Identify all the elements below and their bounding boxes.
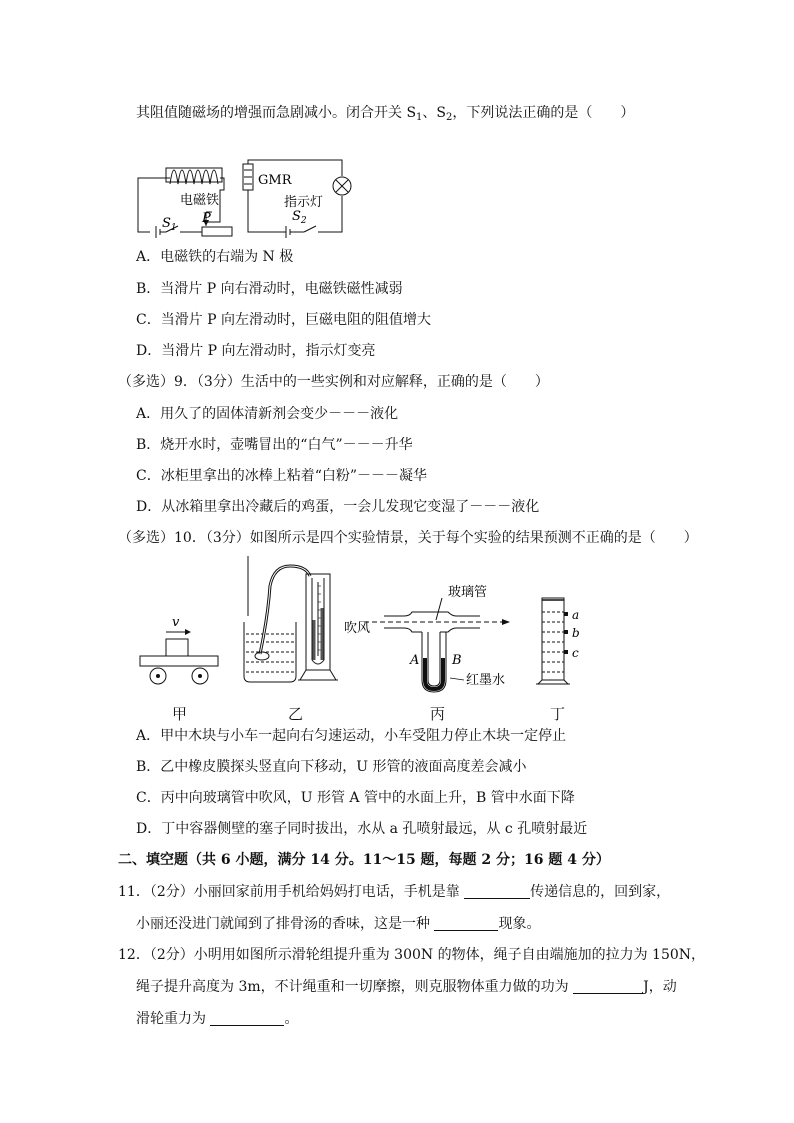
section-heading-fill-in: 二、填空题（共 6 小题，满分 14 分。11～15 题，每题 2 分；16 题 4 分） [118,852,610,868]
q8-option-d: D．当滑片 P 向左滑动时，指示灯变亮 [136,343,376,359]
hole-a-label: a [572,608,580,622]
q8-circuit-diagram [136,156,356,236]
hole-b [564,630,568,634]
u-tube-liquid-left [313,620,316,660]
figure-ding-label: 丁 [550,705,566,723]
q9-stem: （多选）9．（3分）生活中的一些实例和对应解释，正确的是（ ） [118,374,549,390]
rheostat [202,227,232,236]
switch-s2 [304,226,316,232]
cart-body [140,656,218,666]
q11-line2: 小丽还没进门就闻到了排骨汤的香味，这是一种 现象。 [136,916,541,932]
slider-p-label: P [202,211,211,226]
u-tube-liquid-right [321,608,324,660]
red-ink-label: 红墨水 [466,673,506,688]
q10-option-b: B．乙中橡皮膜探头竖直向下移动，U 形管的液面高度差会减小 [136,759,527,775]
s1-sub: 1 [170,223,177,233]
q9-option-d: D．从冰箱里拿出冷藏后的鸡蛋，一会儿发现它变湿了－－－液化 [136,499,540,515]
svg-text:S2 [292,209,307,226]
figure-ding [532,594,592,689]
gmr-label: GMR [258,173,292,188]
tube-a-label: A [410,653,420,668]
electromagnet-coil [170,170,218,184]
indicator-lamp-label: 指示灯 [284,195,324,210]
s2-sub: 2 [300,216,307,226]
electromagnet-label: 电磁铁 [180,193,220,208]
q9-option-c: C．冰柜里拿出的冰棒上粘着“白粉”－－－凝华 [136,468,428,484]
q10-option-c: C．丙中向玻璃管中吹风，U 形管 A 管中的水面上升，B 管中水面下降 [136,790,575,806]
hole-c [564,650,568,654]
q11-line1: 11．（2分）小丽回家前用手机给妈妈打电话，手机是靠 传递信息的，回到家， [118,884,671,900]
s2-label: S [292,209,301,224]
figure-jia [136,612,226,687]
tube-b-label: B [452,653,462,668]
q8-option-b: B．当滑片 P 向右滑动时，电磁铁磁性减弱 [136,281,403,297]
wooden-block [166,639,188,656]
q8-option-a: A．电磁铁的右端为 N 极 [136,249,294,265]
q10-option-d: D．丁中容器侧壁的塞子同时拔出，水从 a 孔喷射最远，从 c 孔喷射最近 [136,821,588,837]
figure-bing-label: 丙 [430,705,446,723]
q12-line2: 绳子提升高度为 3m，不计绳重和一切摩擦，则克服物体重力做的功为 J，动 [136,979,677,995]
blow-label: 吹风 [344,621,371,636]
q8-option-c: C．当滑片 P 向左滑动时，巨磁电阻的阻值增大 [136,312,432,328]
q12-blank-1[interactable] [573,978,643,994]
hole-c-label: c [572,646,579,660]
velocity-arrow [185,629,191,635]
glass-tube-label: 玻璃管 [448,585,488,600]
q9-option-a: A．用久了的固体清新剂会变少－－－液化 [136,406,399,422]
q12-blank-2[interactable] [210,1010,284,1026]
q10-option-a: A．甲中木块与小车一起向右匀速运动，小车受阻力停止木块一定停止 [136,728,567,744]
probe [255,652,269,660]
figure-yi [240,556,340,686]
velocity-label: v [172,615,180,630]
figure-jia-label: 甲 [172,705,188,723]
q12-line1: 12．（2分）小明用如图所示滑轮组提升重为 300N 的物体，绳子自由端施加的拉力为 150N， [118,947,706,963]
svg-text:S1 [162,216,177,233]
hole-a [564,612,568,616]
figure-bing [344,584,514,694]
q8-stem: 其阻值随磁场的增强而急剧减小。闭合开关 $S_1$、$S_2$，下列说法正确的是（ ） [136,105,635,123]
q11-blank-1[interactable] [464,883,530,899]
hole-b-label: b [572,626,580,640]
water-cylinder [542,598,564,680]
q9-option-b: B．烧开水时，壶嘴冒出的“白气”－－－升华 [136,437,413,453]
figure-yi-label: 乙 [288,705,304,723]
q10-stem: （多选）10．（3分）如图所示是四个实验情景，关于每个实验的结果预测不正确的是（ ） [118,530,698,546]
q11-blank-2[interactable] [434,915,498,931]
s1-label: S [162,216,171,231]
q12-line3: 滑轮重力为 。 [136,1011,299,1027]
